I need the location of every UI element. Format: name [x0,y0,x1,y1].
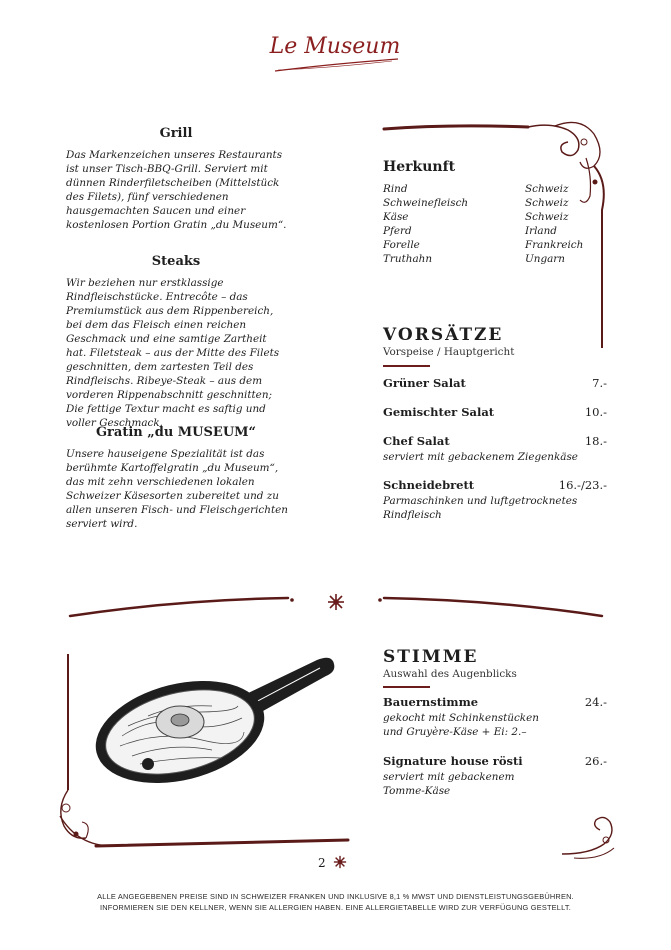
item-name: Signature house rösti [383,754,523,768]
item-price: 16.-/23.- [558,478,607,492]
herkunft-table [383,182,603,266]
menu-item [383,695,607,739]
item-name: Gemischter Salat [383,405,495,419]
menu-item [383,376,607,390]
herkunft-origin: Schweiz [525,211,569,223]
herkunft-row [383,238,603,252]
gratin-title: Gratin „du MUSEUM“ [95,425,257,440]
herkunft-origin: Irland [525,225,557,237]
steaks-title: Steaks [151,254,201,269]
footer-line-2: INFORMIEREN SIE DEN KELLNER, WENN SIE ALLERGIEN HABEN. EINE ALLERGIETABELLE WIRD ZUR VERFÜGUNG GESTELLT. [99,903,572,912]
herkunft-row [383,196,603,210]
herkunft-item: Käse [383,211,409,223]
herkunft-origin: Frankreich [525,239,584,251]
herkunft-row [383,224,603,238]
item-name: Schneidebrett [383,478,475,492]
logo-text: Le Museum [269,34,401,59]
footer-line-1: ALLE ANGEGEBENEN PREISE SIND IN SCHWEIZER FRANKEN UND INKLUSIVE 8,1 % MWST UND DIENSTLEISTUNGSGEBÜHREN. [97,892,574,901]
le-museum-logo [0,24,671,80]
herkunft-row [383,210,603,224]
vorsaetze-title: VORSÄTZE [383,325,504,345]
herkunft-item: Schweinefleisch [383,197,469,209]
stimme-rule [383,686,430,688]
herkunft-row [383,182,603,196]
footer-notice [80,891,591,913]
item-name: Chef Salat [383,434,450,448]
page-number [318,855,347,870]
item-price: 26.- [584,754,607,768]
vorsaetze-rule [383,365,430,367]
menu-item [383,405,607,419]
herkunft-item: Rind [383,183,408,195]
stimme-subtitle: Auswahl des Augenblicks [383,668,517,680]
item-price: 10.- [584,405,607,419]
item-description: Parmaschinken und luftgetrocknetes Rindfleisch [383,495,578,521]
menu-item [383,434,607,464]
grill-text: Das Markenzeichen unseres Restaurants ist unser Tisch-BBQ-Grill. Serviert mit dünnen Rinderfiletscheiben (Mittelstück des Filets), fünf verschiedenen hausgemachten Saucen und einer kostenlosen Portion Gratin „du Museum“. [66,149,287,231]
steaks-text: Wir beziehen nur erstklassige Rindfleischstücke. Entrecôte – das Premiumstück aus dem Rippenbereich, bei dem das Fleisch einen reichen Geschmack und eine samtige Zartheit hat. Filetsteak – aus der Mitte des Filets geschnitten, dem zartesten Teil des Rindfleischs. Ribeye-Steak – aus dem vorderen Rippenabschnitt geschnitten; Die fettige Textur macht es saftig und voller Geschmack. [66,277,280,429]
vorsaetze-subtitle: Vorspeise / Hauptgericht [383,346,515,358]
herkunft-item: Truthahn [383,253,433,265]
item-description: serviert mit gebackenem Ziegenkäse [383,451,578,463]
stimme-title: STIMME [383,647,479,667]
herkunft-origin: Schweiz [525,183,569,195]
herkunft-row [383,252,603,266]
section-divider [66,586,606,620]
item-description: serviert mit gebackenem Tomme-Käse [383,771,515,797]
menu-item [383,754,607,798]
herkunft-item: Pferd [383,225,412,237]
herkunft-title: Herkunft [383,159,456,175]
gratin-text: Unsere hauseigene Spezialität ist das berühmte Kartoffelgratin „du Museum“, das mit zehn verschiedenen lokalen Schweizer Käsesorten zubereitet und zu allen unseren Fisch- und Fleischgerichten serviert wird. [66,448,288,530]
grill-title: Grill [159,126,193,141]
herkunft-origin: Ungarn [525,253,565,265]
item-price: 24.- [584,695,607,709]
snowflake-ornament-icon [333,855,347,869]
corner-ornament-bottom-right [560,800,620,864]
item-description: gekocht mit Schinkenstücken und Gruyère-Käse + Ei: 2.– [383,712,539,738]
snowflake-ornament-icon [328,594,344,610]
item-price: 18.- [584,434,607,448]
item-price: 7.- [592,376,607,390]
item-name: Bauernstimme [383,695,479,709]
herkunft-item: Forelle [383,239,420,251]
herkunft-origin: Schweiz [525,197,569,209]
menu-item [383,478,607,522]
page-number-text: 2 [318,856,326,870]
corner-ornament-bottom-left [52,650,352,860]
item-name: Grüner Salat [383,376,466,390]
